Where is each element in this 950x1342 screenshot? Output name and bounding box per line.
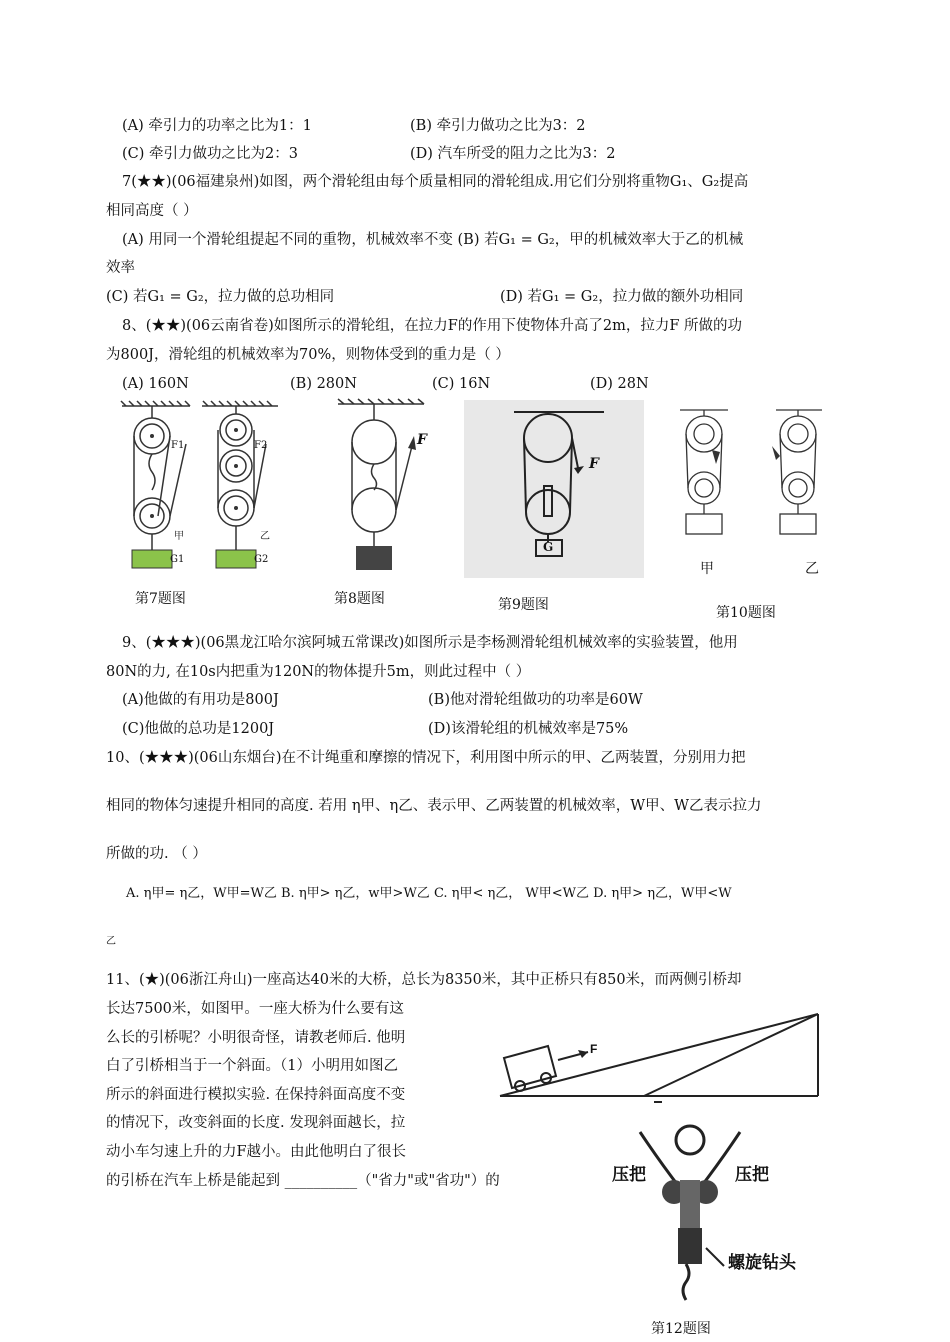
q7-option-ab: (A) 用同一个滑轮组提起不同的重物，机械效率不变 (B) 若G₁ = G₂，甲的机械效率大于乙的机械 (122, 232, 744, 248)
q9-stem-line1: 9、(★★★)(06黑龙江哈尔滨阿城五常课改)如图所示是李杨测滑轮组机械效率的实验装置，他用 (122, 635, 738, 651)
fig12-left-press-label: 压把 (612, 1165, 646, 1184)
q9-option-d: (D)该滑轮组的机械效率是75% (428, 721, 629, 737)
q11-stem-line7: 动小车匀速上升的力F越小。由此他明白了很长 (106, 1144, 407, 1160)
figure-12-corkscrew (600, 1118, 830, 1314)
q8-option-a: (A) 160N (122, 376, 189, 392)
q6-option-c: (C) 牵引力做功之比为2：3 (122, 146, 298, 162)
q9-option-a: (A)他做的有用功是800J (122, 692, 279, 708)
q10-stem-line3: 所做的功. （ ） (106, 846, 207, 862)
fig7-g1-label: G1 (170, 554, 185, 565)
q10-options-wrap: 乙 (106, 936, 116, 947)
q11-stem-line2: 长达7500米，如图甲。一座大桥为什么要有这 (106, 1001, 404, 1017)
q7-stem-line1: 7(★★)(06福建泉州)如图，两个滑轮组由每个质量相同的滑轮组成.用它们分别将重物G₁、G₂提高 (122, 174, 749, 190)
q8-option-c: (C) 16N (432, 376, 491, 392)
fig12-caption: 第12题图 (651, 1321, 711, 1337)
figure-9-photo (464, 400, 644, 578)
q11-stem-line6: 的情况下，改变斜面的长度. 发现斜面越长，拉 (106, 1115, 406, 1131)
fig7-jia-label: 甲 (174, 531, 184, 542)
q8-stem-line1: 8、(★★)(06云南省卷)如图所示的滑轮组，在拉力F的作用下使物体升高了2m，拉力F 所做的功 (122, 318, 743, 334)
figure-8-pulleys (334, 398, 434, 573)
q11-stem-line8: 的引桥在汽车上桥是能起到 __________（"省力"或"省功"）的 (106, 1173, 500, 1189)
fig8-caption: 第8题图 (334, 591, 385, 607)
q11-stem-line1: 11、(★)(06浙江舟山)一座高达40米的大桥，总长为8350米，其中正桥只有850米，而两侧引桥却 (106, 972, 742, 988)
q7-option-d: (D) 若G₁ = G₂，拉力做的额外功相同 (500, 289, 744, 305)
fig10-jia-label: 甲 (700, 561, 714, 577)
fig10-caption: 第10题图 (716, 605, 776, 621)
q11-stem-line5: 所示的斜面进行模拟实验. 在保持斜面高度不变 (106, 1087, 406, 1103)
q10-stem-line2: 相同的物体匀速提升相同的高度. 若用 η甲、η乙、表示甲、乙两装置的机械效率，W甲、W乙表示拉力 (106, 798, 762, 814)
q11-stem-line3: 么长的引桥呢？小明很奇怪，请教老师后. 他明 (106, 1030, 406, 1046)
q6-option-a: (A) 牵引力的功率之比为1：1 (122, 118, 312, 134)
figure-7-pulleys (118, 400, 288, 570)
q7-option-c: (C) 若G₁ = G₂，拉力做的总功相同 (106, 289, 335, 305)
q6-option-b: (B) 牵引力做功之比为3：2 (410, 118, 586, 134)
q8-stem-line2: 为800J，滑轮组的机械效率为70%，则物体受到的重力是（ ） (106, 347, 510, 363)
fig9-f-label: F (589, 456, 599, 472)
fig7-f1-label: F1 (171, 440, 185, 451)
q9-stem-line2: 80N的力, 在10s内把重为120N的物体提升5m，则此过程中（ ） (106, 664, 531, 680)
fig9-g-label: G (543, 540, 554, 554)
q8-option-b: (B) 280N (290, 376, 357, 392)
fig7-yi-label: 乙 (260, 531, 270, 542)
q6-option-d: (D) 汽车所受的阻力之比为3：2 (410, 146, 616, 162)
figure-11-incline (496, 1010, 826, 1110)
figure-10-pulleys (672, 404, 842, 554)
fig7-f2-label: F2 (254, 440, 268, 451)
fig12-right-press-label: 压把 (735, 1165, 769, 1184)
q11-stem-line4: 白了引桥相当于一个斜面。（1）小明用如图乙 (106, 1058, 398, 1074)
fig12-drill-label: 螺旋钻头 (728, 1253, 796, 1272)
q7-option-ab-wrap: 效率 (106, 260, 135, 276)
fig7-caption: 第7题图 (135, 591, 186, 607)
fig8-f-label: F (417, 432, 427, 448)
fig7-g2-label: G2 (254, 554, 269, 565)
q8-option-d: (D) 28N (590, 376, 649, 392)
q10-stem-line1: 10、(★★★)(06山东烟台)在不计绳重和摩擦的情况下，利用图中所示的甲、乙两装置，分别用力把 (106, 750, 746, 766)
fig10-yi-label: 乙 (805, 561, 819, 577)
q9-option-c: (C)他做的总功是1200J (122, 721, 275, 737)
q10-options: A. η甲= η乙，W甲=W乙 B. η甲> η乙，w甲>W乙 C. η甲< η乙， W甲<W乙 D. η甲> η乙，W甲<W (126, 886, 732, 901)
fig11-f-label: F (590, 1042, 598, 1056)
q9-option-b: (B)他对滑轮组做功的功率是60W (428, 692, 643, 708)
q7-stem-line2: 相同高度（ ） (106, 203, 198, 219)
fig9-caption: 第9题图 (498, 597, 549, 613)
